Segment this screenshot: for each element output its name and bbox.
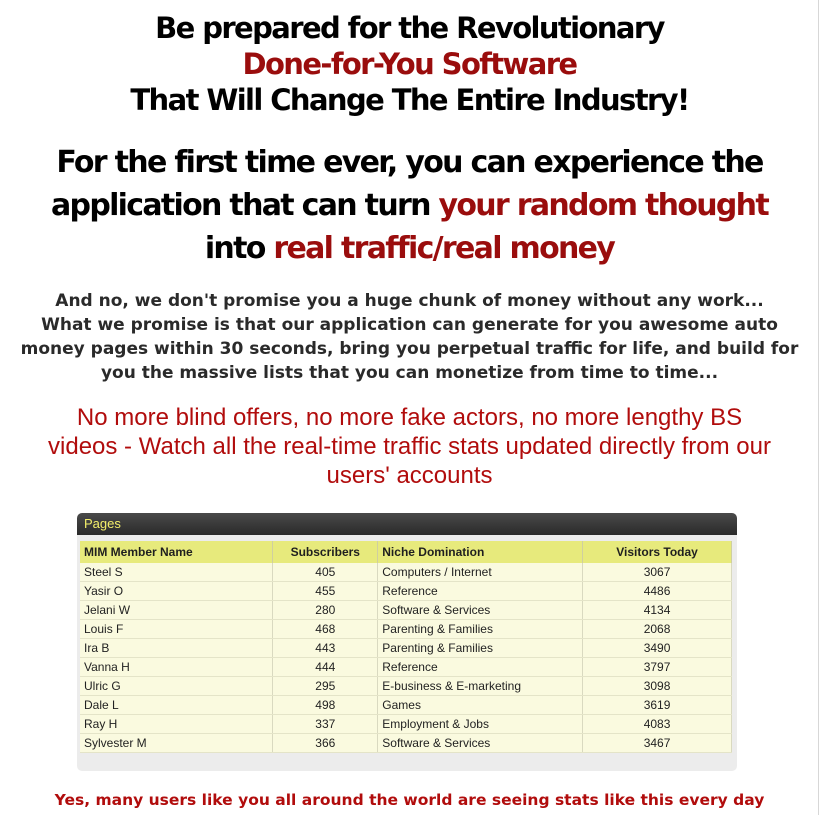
sub-headline-line-3-black: into — [204, 231, 274, 266]
table-row — [80, 582, 732, 601]
niche-cell: Software & Services — [378, 734, 583, 753]
sub-headline — [0, 141, 819, 270]
headline-line-2: Done-for-You Software — [242, 47, 577, 81]
subscribers-cell: 280 — [273, 601, 378, 620]
niche-cell: Employment & Jobs — [378, 715, 583, 734]
niche-cell: Computers / Internet — [378, 563, 583, 582]
column-header-subscribers: Subscribers — [273, 541, 378, 563]
niche-cell: Software & Services — [378, 601, 583, 620]
niche-cell: Reference — [378, 582, 583, 601]
main-headline — [0, 10, 819, 118]
footer-tagline: Yes, many users like you all around the world are seeing stats like this every day — [54, 791, 765, 809]
member-name-cell: Jelani W — [80, 601, 273, 620]
table-row — [80, 620, 732, 639]
niche-cell: Parenting & Families — [378, 639, 583, 658]
niche-cell: Reference — [378, 658, 583, 677]
visitors-cell: 3067 — [583, 563, 732, 582]
promise-line-1: No more blind offers, no more fake actors, no more lengthy BS — [76, 404, 743, 431]
visitors-cell: 4134 — [583, 601, 732, 620]
intro-line-4: you the massive lists that you can monetize from time to time... — [100, 363, 719, 383]
sub-headline-line-3-red: real traffic/real money — [273, 231, 615, 266]
member-name-cell: Vanna H — [80, 658, 273, 677]
member-name-cell: Steel S — [80, 563, 273, 582]
subscribers-cell: 498 — [273, 696, 378, 715]
promise-paragraph — [0, 403, 819, 490]
intro-line-1: And no, we don't promise you a huge chunk of money without any work... — [55, 291, 764, 311]
subscribers-cell: 455 — [273, 582, 378, 601]
table-row — [80, 639, 732, 658]
column-header-niche: Niche Domination — [378, 541, 583, 563]
niche-cell: Games — [378, 696, 583, 715]
visitors-cell: 3797 — [583, 658, 732, 677]
sub-headline-line-1: For the first time ever, you can experience the — [56, 145, 763, 180]
table-row — [80, 563, 732, 582]
intro-paragraph — [0, 289, 819, 385]
subscribers-cell: 443 — [273, 639, 378, 658]
sub-headline-line-2-black: application that can turn — [51, 188, 439, 223]
subscribers-cell: 468 — [273, 620, 378, 639]
niche-cell: E-business & E-marketing — [378, 677, 583, 696]
table-row — [80, 601, 732, 620]
member-name-cell: Louis F — [80, 620, 273, 639]
subscribers-cell: 295 — [273, 677, 378, 696]
table-row — [80, 715, 732, 734]
member-name-cell: Ulric G — [80, 677, 273, 696]
stats-table — [80, 541, 732, 753]
headline-line-3: That Will Change The Entire Industry! — [130, 83, 689, 117]
intro-line-3: money pages within 30 seconds, bring you perpetual traffic for life, and build for — [20, 339, 799, 359]
headline-line-1: Be prepared for the Revolutionary — [155, 11, 664, 45]
member-name-cell: Sylvester M — [80, 734, 273, 753]
member-name-cell: Ira B — [80, 639, 273, 658]
subscribers-cell: 444 — [273, 658, 378, 677]
subscribers-cell: 405 — [273, 563, 378, 582]
table-header-row — [80, 541, 732, 563]
visitors-cell: 2068 — [583, 620, 732, 639]
visitors-cell: 4083 — [583, 715, 732, 734]
column-header-member-name: MIM Member Name — [80, 541, 273, 563]
table-row — [80, 658, 732, 677]
visitors-cell: 3619 — [583, 696, 732, 715]
subscribers-cell: 337 — [273, 715, 378, 734]
visitors-cell: 3467 — [583, 734, 732, 753]
table-row — [80, 734, 732, 753]
visitors-cell: 3490 — [583, 639, 732, 658]
niche-cell: Parenting & Families — [378, 620, 583, 639]
visitors-cell: 3098 — [583, 677, 732, 696]
subscribers-cell: 366 — [273, 734, 378, 753]
sub-headline-line-2 — [0, 184, 819, 227]
table-row — [80, 677, 732, 696]
promise-line-2: videos - Watch all the real-time traffic stats updated directly from our — [48, 433, 771, 460]
sub-headline-line-3 — [0, 227, 819, 270]
widget-title: Pages — [77, 513, 737, 535]
intro-line-2: What we promise is that our application can generate for you awesome auto — [41, 315, 778, 335]
column-header-visitors: Visitors Today — [583, 541, 732, 563]
table-row — [80, 696, 732, 715]
stats-widget — [77, 513, 737, 771]
promise-line-3: users' accounts — [326, 462, 493, 489]
member-name-cell: Yasir O — [80, 582, 273, 601]
member-name-cell: Dale L — [80, 696, 273, 715]
member-name-cell: Ray H — [80, 715, 273, 734]
sub-headline-line-2-red: your random thought — [438, 188, 768, 223]
visitors-cell: 4486 — [583, 582, 732, 601]
